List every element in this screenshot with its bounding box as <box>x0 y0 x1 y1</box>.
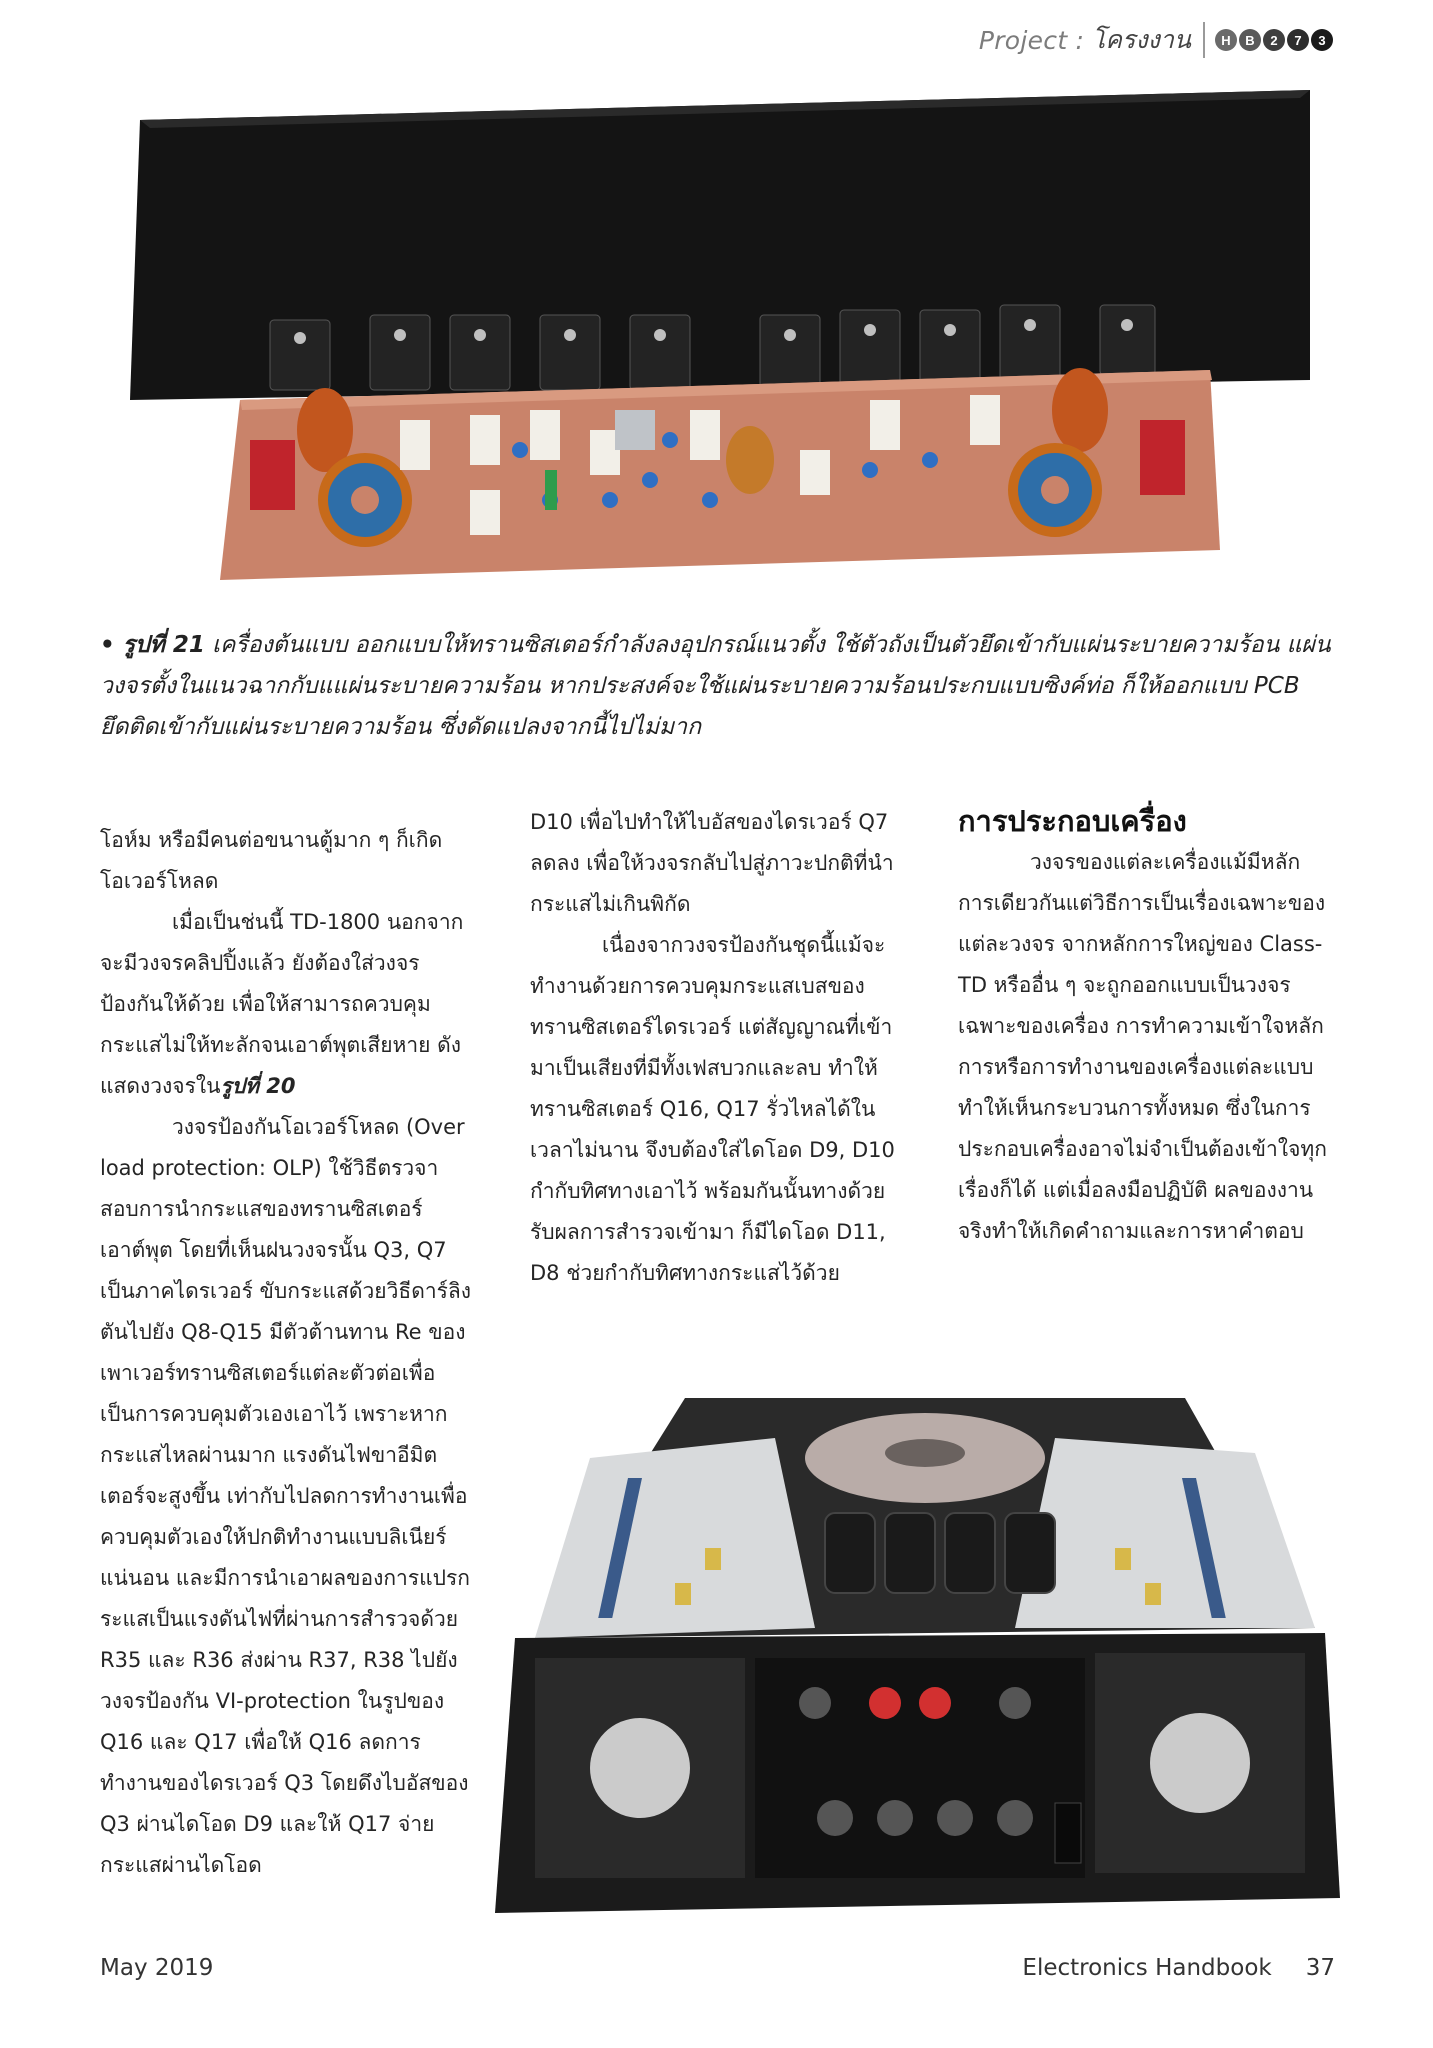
page-header <box>979 20 1333 60</box>
header-badges <box>1215 29 1333 51</box>
col1-paragraph-2 <box>100 902 472 1107</box>
figure-21-caption <box>100 625 1332 748</box>
col1-paragraph-1: โอห์ม หรือมีคนต่อขนานตู้มาก ๆ ก็เกิดโอเวอร์โหลด <box>100 828 443 893</box>
col2-paragraph-2: เนื่องจากวงจรป้องกันชุดนี้แม้จะทำงานด้วยการควบคุมกระแสเบสของทรานซิสเตอร์ไดรเวอร์ แต่สัญญาณที่เข้ามาเป็นเสียงที่มีทั้งเฟสบวกและลบ ทำให้ทรานซิสเตอร์ Q16, Q17 รั่วไหลได้ในเวลาไม่นาน จึงบต้องใส่ไดโอด D9, D10 กำกับทิศทางเอาไว้ พร้อมกันนั้นทางด้วยรับผลการสำรวจเข้ามา ก็มีไดโอด D11, D8 ช่วยกำกับทิศทางกระแสไว้ด้วย <box>530 933 895 1285</box>
badge-7: 7 <box>1287 29 1309 51</box>
header-separator: : <box>1075 25 1084 55</box>
caption-figure-ref: • รูปที่ 21 <box>100 632 205 658</box>
page-number: 37 <box>1305 1955 1335 1981</box>
footer-date: May 2019 <box>100 1955 214 1981</box>
badge-3: 3 <box>1311 29 1333 51</box>
badge-h: H <box>1215 29 1237 51</box>
col3-paragraph-1: วงจรของแต่ละเครื่องแม้มีหลักการเดียวกันแต่วิธีการเป็นเรื่องเฉพาะของแต่ละวงจร จากหลักการใหญ่ของ Class-TD หรืออื่น ๆ จะถูกออกแบบเป็นวงจรเฉพาะของเครื่อง การทำความเข้าใจหลักการหรือการทำงานของเครื่องแต่ละแบบ ทำให้เห็นกระบวนการทั้งหมด ซึ่งในการประกอบเครื่องอาจไม่จำเป็นต้องเข้าใจทุกเรื่องก็ได้ แต่เมื่อลงมือปฏิบัติ ผลของงานจริงทำให้เกิดคำถามและการหาคำตอบ <box>958 850 1327 1243</box>
column-2 <box>530 802 902 1294</box>
footer-publication-name: Electronics Handbook <box>1022 1955 1272 1981</box>
header-project: Project <box>978 25 1068 55</box>
column-3 <box>958 800 1330 1252</box>
badge-2: 2 <box>1263 29 1285 51</box>
amplifier-chassis-photo <box>495 1398 1340 1928</box>
caption-text: เครื่องต้นแบบ ออกแบบให้ทรานซิสเตอร์กำลังลงอุปกรณ์แนวตั้ง ใช้ตัวถังเป็นตัวยึดเข้ากับแผ่นระบายความร้อน แผ่นวงจรตั้งในแนวฉากกับแแผ่นระบายความร้อน หากประสงค์จะใช้แผ่นระบายความร้อนประกบแบบซิงค์ท่อ ก็ให้ออกแบบ PCB ยึดติดเข้ากับแผ่นระบายความร้อน ซึ่งดัดแปลงจากนี้ไปไม่มาก <box>100 632 1331 740</box>
col1-paragraph-3: วงจรป้องกันโอเวอร์โหลด (Over load protection: OLP) ใช้วิธีตรวจาสอบการนำกระแสของทรานซิสเตอร์เอาต์พุต โดยที่เห็นฝนวงจรนั้น Q3, Q7 เป็นภาคไดรเวอร์ ขับกระแสด้วยวิธีดาร์ลิงตันไปยัง Q8-Q15 มีตัวต้านทาน Re ของเพาเวอร์ทรานซิสเตอร์แต่ละตัวต่อเพื่อเป็นการควบคุมตัวเองเอาไว้ เพราะหากกระแสไหลผ่านมาก แรงดันไฟขาอีมิตเตอร์จะสูงขึ้น เท่ากับไปลดการทำงานเพื่อควบคุมตัวเองให้ปกติทำงานแบบลิเนียร์แน่นอน และมีการนำเอาผลของการแปรกระแสเป็นแรงดันไฟที่ผ่านการสำรวจด้วย R35 และ R36 ส่งผ่าน R37, R38 ไปยังวงจรป้องกัน VI-protection ในรูปของ Q16 และ Q17 เพื่อให้ Q16 ลดการทำงานของไดรเวอร์ Q3 โดยดึงไบอัสของ Q3 ผ่านไดโอด D9 และให้ Q17 จ่ายกระแสผ่านไดโอด <box>100 1115 472 1877</box>
prototype-board-photo <box>110 80 1320 600</box>
header-section-thai: โครงงาน <box>1091 25 1191 54</box>
col2-paragraph-1: D10 เพื่อไปทำให้ไบอัสของไดรเวอร์ Q7 ลดลง เพื่อให้วงจรกลับไปสู่ภาวะปกติที่นำกระแสไม่เกินพิกัด <box>530 810 894 916</box>
col1-p2-text: เมื่อเป็นช่นนี้ TD-1800 นอกจากจะมีวงจรคลิปปิ้งแล้ว ยังต้องใส่วงจรป้องกันให้ด้วย เพื่อให้สามารถควบคุมกระแสไม่ให้ทะลักจนเอาต์พุตเสียหาย ดังแสดงวงจรใน <box>100 910 464 1098</box>
badge-b: B <box>1239 29 1261 51</box>
header-rule <box>1203 22 1205 58</box>
column-1 <box>100 820 472 1886</box>
section-heading: การประกอบเครื่อง <box>958 804 1187 838</box>
footer-publication <box>1022 1955 1335 1981</box>
col1-p2-figure-ref: รูปที่ 20 <box>220 1074 296 1098</box>
